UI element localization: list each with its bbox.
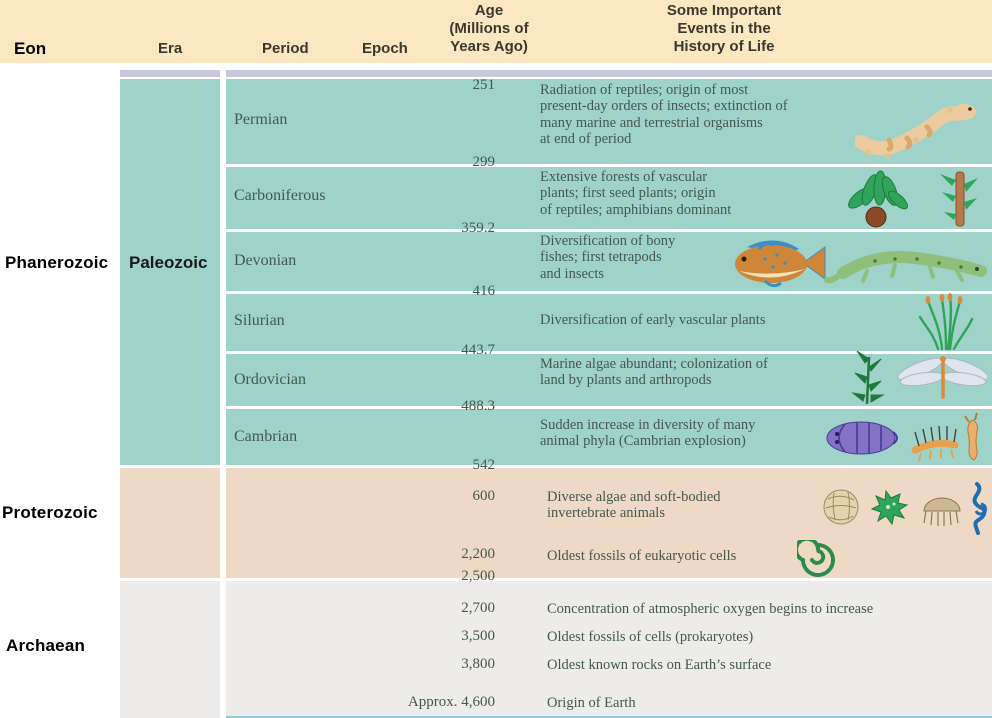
eon-label-phanerozoic: Phanerozoic: [5, 253, 109, 272]
era-column-proterozoic-block: [120, 468, 220, 578]
column-header-eon: Eon: [14, 39, 47, 58]
lavender-bar-main: [226, 70, 992, 77]
period-name-cambrian: Cambrian: [234, 428, 298, 445]
fern-and-tree-plants-illustration: [848, 168, 980, 228]
events-carboniferous: Extensive forests of vascular plants; first seed plants; origin of reptiles; amphibians dominant: [540, 169, 732, 218]
events-silurian: Diversification of early vascular plants: [540, 312, 766, 328]
lavender-bar-era-column: [120, 70, 220, 77]
age-label-416: 416: [472, 283, 495, 299]
events-cambrian: Sudden increase in diversity of many animal phyla (Cambrian explosion): [540, 417, 756, 450]
column-header-period: Period: [262, 40, 309, 57]
age-label-299: 299: [472, 154, 495, 170]
age-label-443-7: 443.7: [461, 342, 495, 358]
column-header-age: Age (Millions of Years Ago): [449, 2, 529, 55]
events-permian: Radiation of reptiles; origin of most present-day orders of insects; extinction of many marine and terrestrial organisms at end of period: [540, 82, 788, 147]
gecko-reptile-illustration: [855, 90, 983, 158]
soft-bodied-fossils-illustration: [820, 481, 988, 535]
events-proterozoic-algae: Diverse algae and soft-bodied invertebrate animals: [547, 489, 721, 522]
algae-and-dragonfly-illustration: [845, 347, 987, 405]
period-name-permian: Permian: [234, 111, 288, 128]
events-archaean-prokaryotes: Oldest fossils of cells (prokaryotes): [547, 629, 754, 645]
events-ordovician: Marine algae abundant; colonization of land by plants and arthropods: [540, 356, 768, 389]
age-label-542: 542: [472, 457, 495, 473]
eon-label-proterozoic: Proterozoic: [2, 503, 98, 522]
age-label-359-2: 359.2: [461, 220, 495, 236]
column-header-events: Some Important Events in the History of Life: [666, 2, 782, 55]
era-column-archaean-block: [120, 581, 220, 718]
events-archaean-origin: Origin of Earth: [547, 695, 636, 711]
events-archaean-oxygen: Concentration of atmospheric oxygen begins to increase: [547, 601, 874, 617]
age-label-600: 600: [472, 488, 495, 504]
age-label-3500: 3,500: [461, 628, 495, 644]
eon-label-archaean: Archaean: [6, 636, 86, 655]
events-proterozoic-eukaryotes: Oldest fossils of eukaryotic cells: [547, 548, 737, 564]
era-label-paleozoic: Paleozoic: [129, 253, 208, 272]
events-archaean-rocks: Oldest known rocks on Earth’s surface: [547, 657, 772, 673]
age-label-3800: 3,800: [461, 656, 495, 672]
period-name-devonian: Devonian: [234, 252, 297, 269]
age-label-2500: 2,500: [461, 568, 495, 584]
age-label-488-3: 488.3: [461, 398, 495, 414]
bony-fish-and-tetrapod-illustration: [725, 233, 987, 291]
age-label-4600: Approx. 4,600: [407, 694, 495, 710]
events-devonian: Diversification of bony fishes; first tetrapods and insects: [540, 233, 676, 282]
period-name-carboniferous: Carboniferous: [234, 187, 326, 204]
eukaryote-spiral-fossil-illustration: [797, 540, 839, 580]
column-header-era: Era: [158, 40, 183, 57]
period-name-silurian: Silurian: [234, 312, 285, 329]
age-label-2200: 2,200: [461, 546, 495, 562]
early-vascular-plants-illustration: [912, 293, 980, 350]
age-label-2700: 2,700: [461, 600, 495, 616]
column-header-epoch: Epoch: [362, 40, 408, 57]
period-name-ordovician: Ordovician: [234, 371, 306, 388]
age-label-251: 251: [472, 77, 495, 93]
cambrian-animals-illustration: [823, 412, 985, 464]
